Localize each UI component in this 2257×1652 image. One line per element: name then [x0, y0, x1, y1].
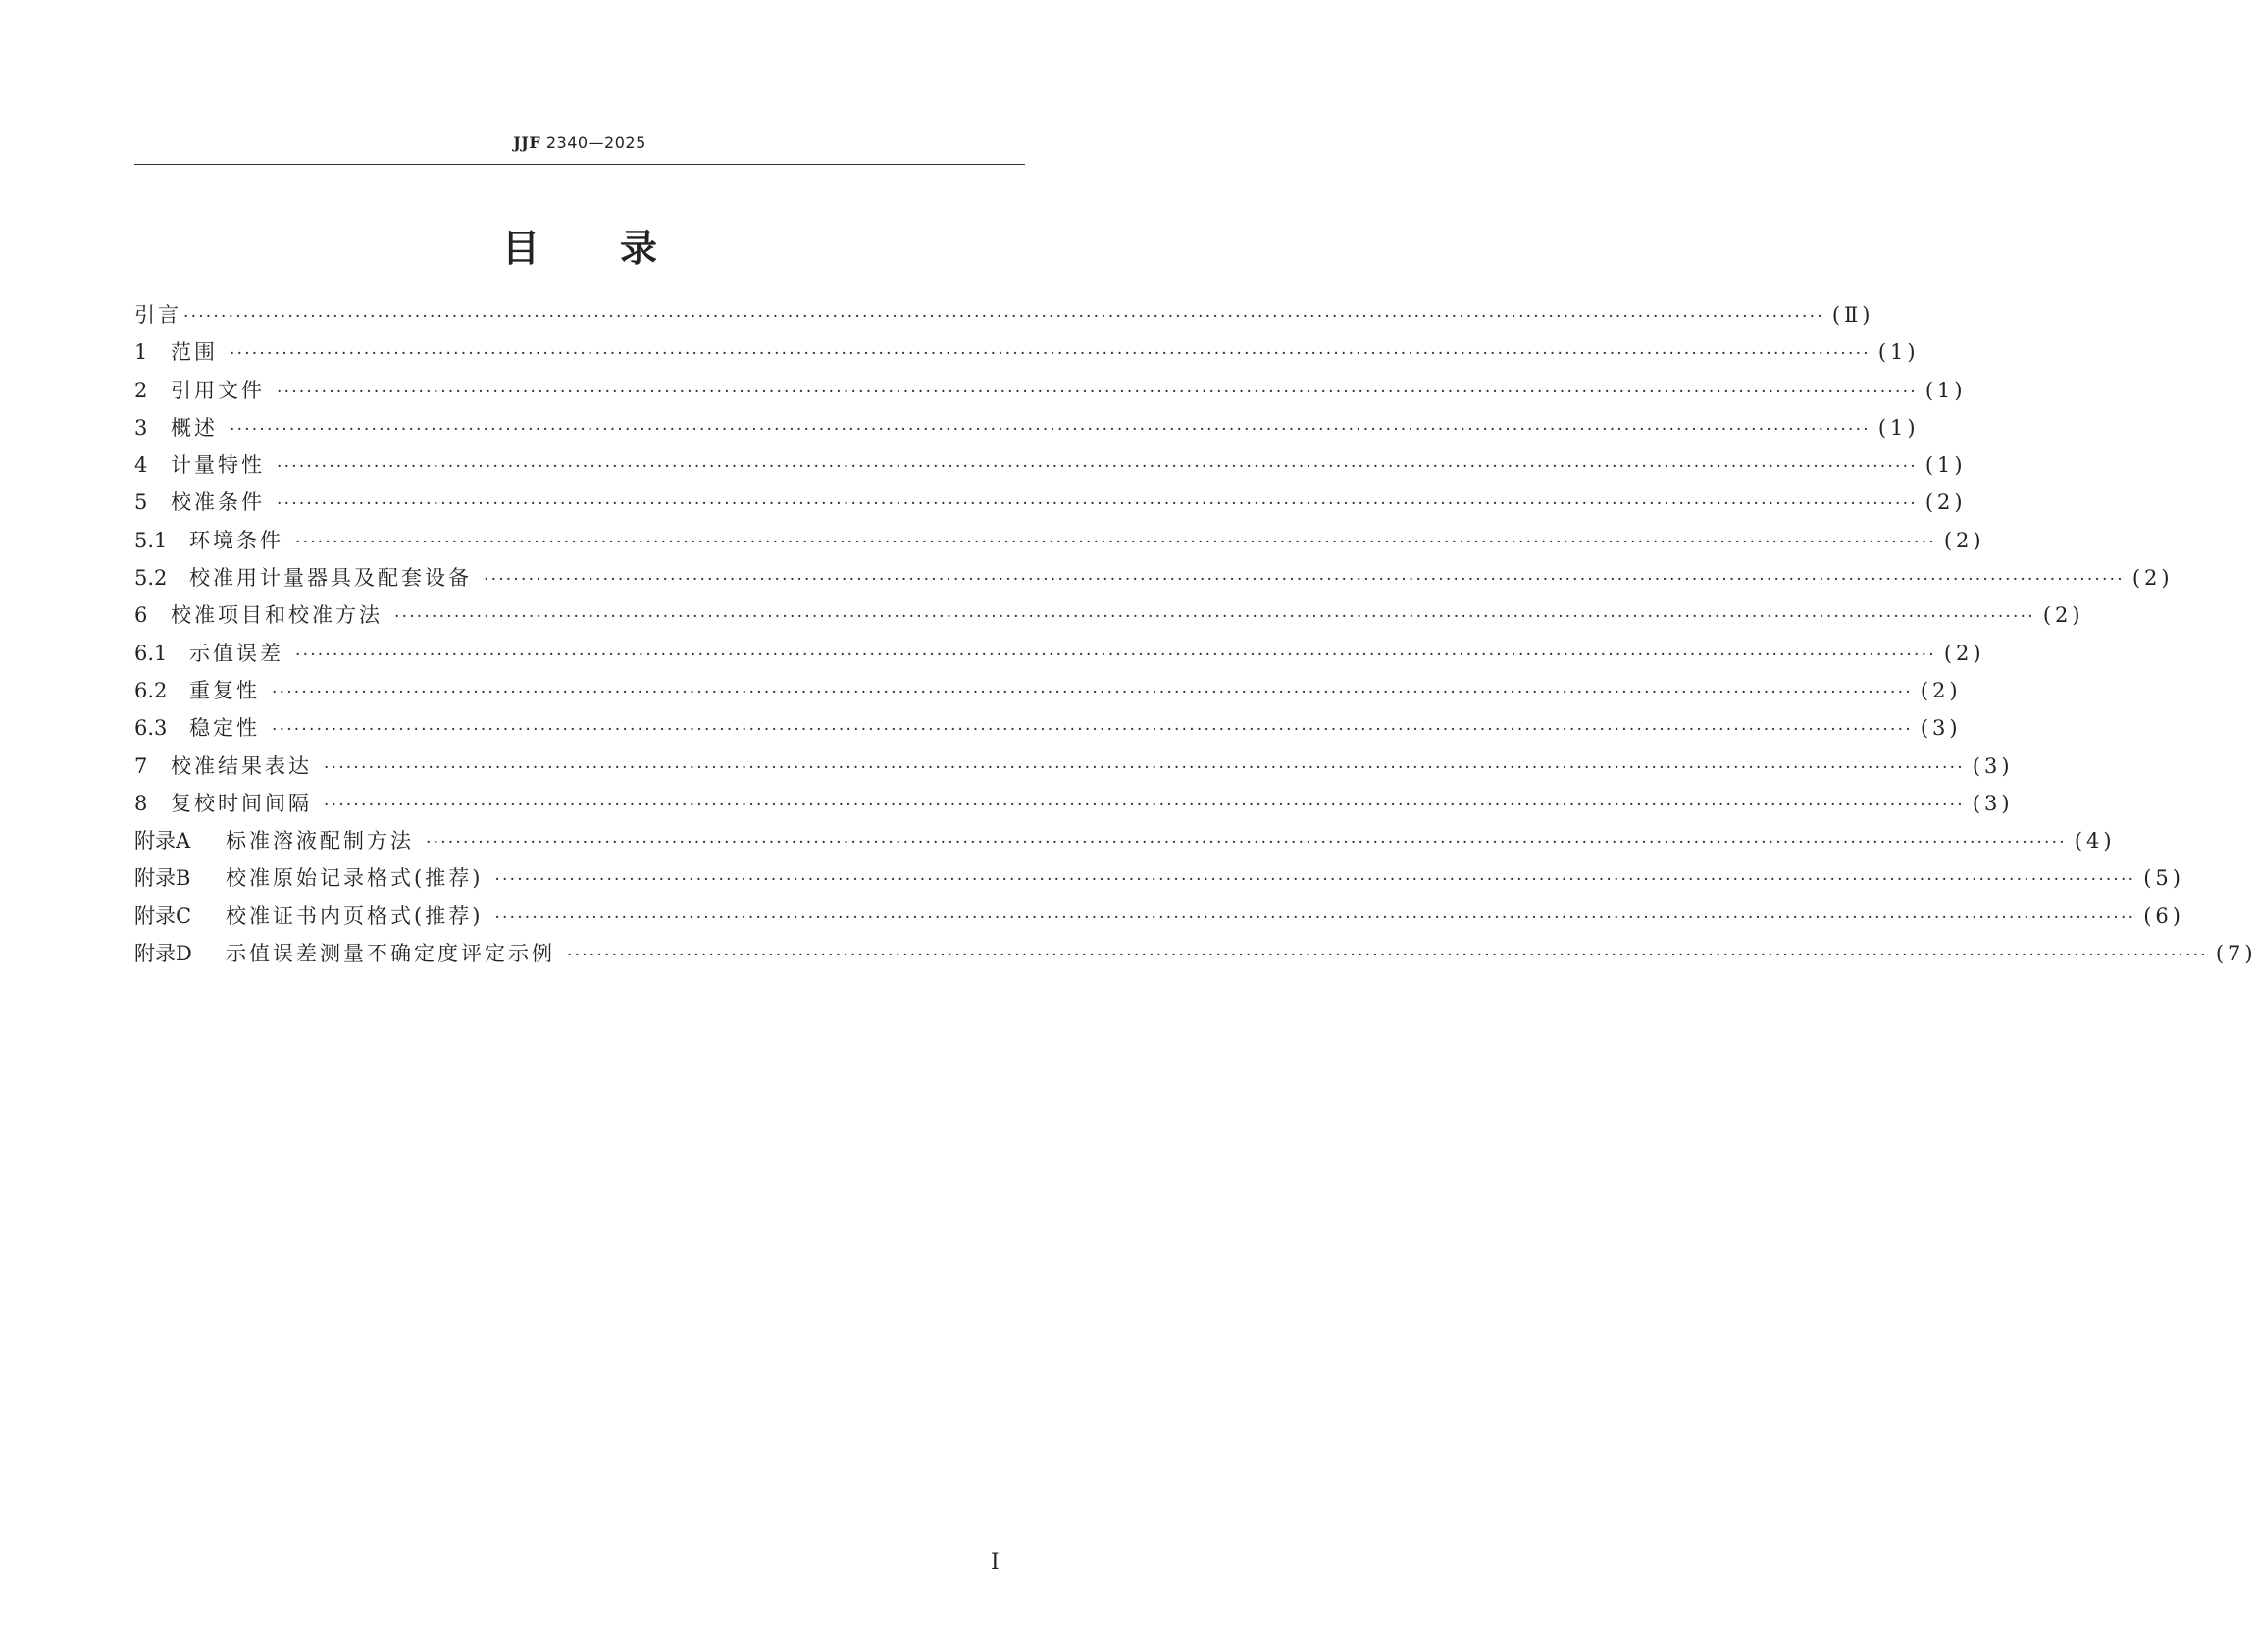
toc-dot-leader: ···························································································································································································································· [272, 720, 1913, 741]
toc-entry[interactable] [134, 372, 1967, 409]
toc-entry-title: 示值误差测量不确定度评定示例 [226, 942, 555, 966]
toc-entry-number: 5 [134, 490, 148, 515]
toc-entry-title: 标准溶液配制方法 [226, 829, 414, 853]
toc-entry-number: 5.2 [134, 566, 168, 591]
toc-entry-number: 1 [134, 340, 148, 365]
toc-entry-title: 校准项目和校准方法 [171, 603, 383, 628]
document-code-number: 2340—2025 [545, 133, 646, 152]
toc-entry-page: (2) [2131, 566, 2174, 591]
toc-dot-leader: ···························································································································································································································· [484, 570, 2125, 591]
toc-entry[interactable] [134, 898, 2184, 935]
toc-entry[interactable] [134, 596, 2084, 634]
toc-entry-title: 示值误差 [189, 641, 283, 665]
toc-entry-title: 校准条件 [171, 490, 265, 515]
toc-entry-number: 5.1 [134, 528, 168, 552]
toc-entry[interactable] [134, 446, 1967, 484]
toc-entry-page: (1) [1877, 340, 1920, 365]
toc-entry[interactable] [134, 935, 2257, 972]
toc-entry-page: (6) [2143, 903, 2184, 928]
toc-entry-title: 重复性 [189, 678, 260, 702]
toc-entry-page: (2) [1943, 528, 1985, 552]
toc-dot-leader: ···························································································································································································································· [295, 532, 1936, 552]
toc-dot-leader: ···························································································································································································································· [277, 457, 1918, 478]
toc-entry[interactable] [134, 296, 1874, 334]
toc-dot-leader: ···························································································································································································································· [494, 870, 2136, 891]
toc-entry[interactable] [134, 748, 2014, 785]
toc-entry-number: 附录B [134, 866, 191, 891]
toc-entry-title: 校准证书内页格式(推荐) [226, 903, 484, 928]
toc-dot-leader: ···························································································································································································································· [277, 494, 1918, 515]
toc-entry-page: (3) [1972, 753, 2014, 778]
toc-entry-title: 概述 [171, 415, 218, 439]
toc-dot-leader: ···························································································································································································································· [567, 946, 2208, 966]
toc-entry-page: (1) [1924, 378, 1967, 402]
toc-entry-number: 6 [134, 603, 148, 628]
toc-entry-title: 计量特性 [171, 453, 265, 478]
toc-entry-number: 附录D [134, 942, 192, 966]
toc-entry-page: (2) [1943, 641, 1985, 665]
toc-entry-number: 3 [134, 415, 148, 439]
toc-entry[interactable] [134, 672, 1962, 709]
toc-entry-number: 6.2 [134, 678, 168, 702]
toc-entry-page: (3) [1920, 716, 1962, 741]
toc-entry[interactable] [134, 522, 1985, 559]
toc-entry-title: 稳定性 [189, 716, 260, 741]
toc-entry-page: (2) [1924, 490, 1967, 515]
toc-entry[interactable] [134, 409, 1920, 446]
toc-entry-page: (2) [2042, 603, 2084, 628]
toc-entry[interactable] [134, 484, 1967, 521]
toc-dot-leader: ···························································································································································································································· [230, 419, 1871, 439]
document-code-header [134, 133, 1025, 152]
toc-entry[interactable] [134, 785, 2014, 822]
toc-entry-page: (7) [2215, 942, 2257, 966]
page-number: I [991, 1550, 1000, 1575]
toc-entry-title: 环境条件 [189, 528, 283, 552]
toc-dot-leader: ···························································································································································································································· [272, 682, 1913, 702]
toc-entry-page: (4) [2074, 829, 2116, 853]
toc-entry-title: 引言 [134, 303, 181, 327]
toc-entry-title: 引用文件 [171, 378, 265, 402]
toc-entry[interactable] [134, 334, 1920, 371]
toc-dot-leader: ···························································································································································································································· [394, 607, 2035, 628]
toc-entry[interactable] [134, 709, 1962, 747]
toc-entry-number: 附录C [134, 903, 192, 928]
page-title: 目录 [501, 227, 738, 270]
header-divider [134, 164, 1025, 165]
toc-dot-leader: ···························································································································································································································· [183, 307, 1824, 327]
toc-entry-page: (5) [2143, 866, 2184, 891]
toc-entry-page: (2) [1920, 678, 1962, 702]
toc-dot-leader: ···························································································································································································································· [324, 757, 1965, 778]
toc-entry[interactable] [134, 635, 1985, 672]
toc-entry-page: (Ⅱ) [1831, 303, 1874, 327]
toc-entry-title: 校准用计量器具及配套设备 [189, 566, 472, 591]
toc-entry-page: (1) [1924, 453, 1967, 478]
toc-dot-leader: ···························································································································································································································· [426, 833, 2067, 853]
toc-entry-number: 2 [134, 378, 148, 402]
toc-entry-title: 校准原始记录格式(推荐) [226, 866, 484, 891]
toc-entry-number: 4 [134, 453, 148, 478]
toc-entry-title: 复校时间间隔 [171, 791, 312, 815]
toc-entry-number: 6.3 [134, 716, 168, 741]
toc-entry-title: 校准结果表达 [171, 753, 312, 778]
toc-entry[interactable] [134, 559, 2174, 596]
toc-entry-number: 6.1 [134, 641, 168, 665]
toc-dot-leader: ···························································································································································································································· [277, 382, 1918, 402]
toc-entry[interactable] [134, 822, 2116, 859]
toc-dot-leader: ···························································································································································································································· [295, 645, 1936, 665]
toc-entry-page: (1) [1877, 415, 1920, 439]
toc-dot-leader: ···························································································································································································································· [324, 795, 1965, 815]
toc-entry[interactable] [134, 859, 2184, 897]
toc-entry-page: (3) [1972, 791, 2014, 815]
table-of-contents [134, 296, 2257, 972]
toc-entry-title: 范围 [171, 340, 218, 365]
document-code-prefix: JJF [513, 133, 541, 152]
toc-entry-number: 7 [134, 753, 148, 778]
toc-entry-number: 附录A [134, 829, 191, 853]
toc-dot-leader: ···························································································································································································································· [494, 907, 2136, 928]
toc-entry-number: 8 [134, 791, 148, 815]
toc-dot-leader: ···························································································································································································································· [230, 344, 1871, 365]
